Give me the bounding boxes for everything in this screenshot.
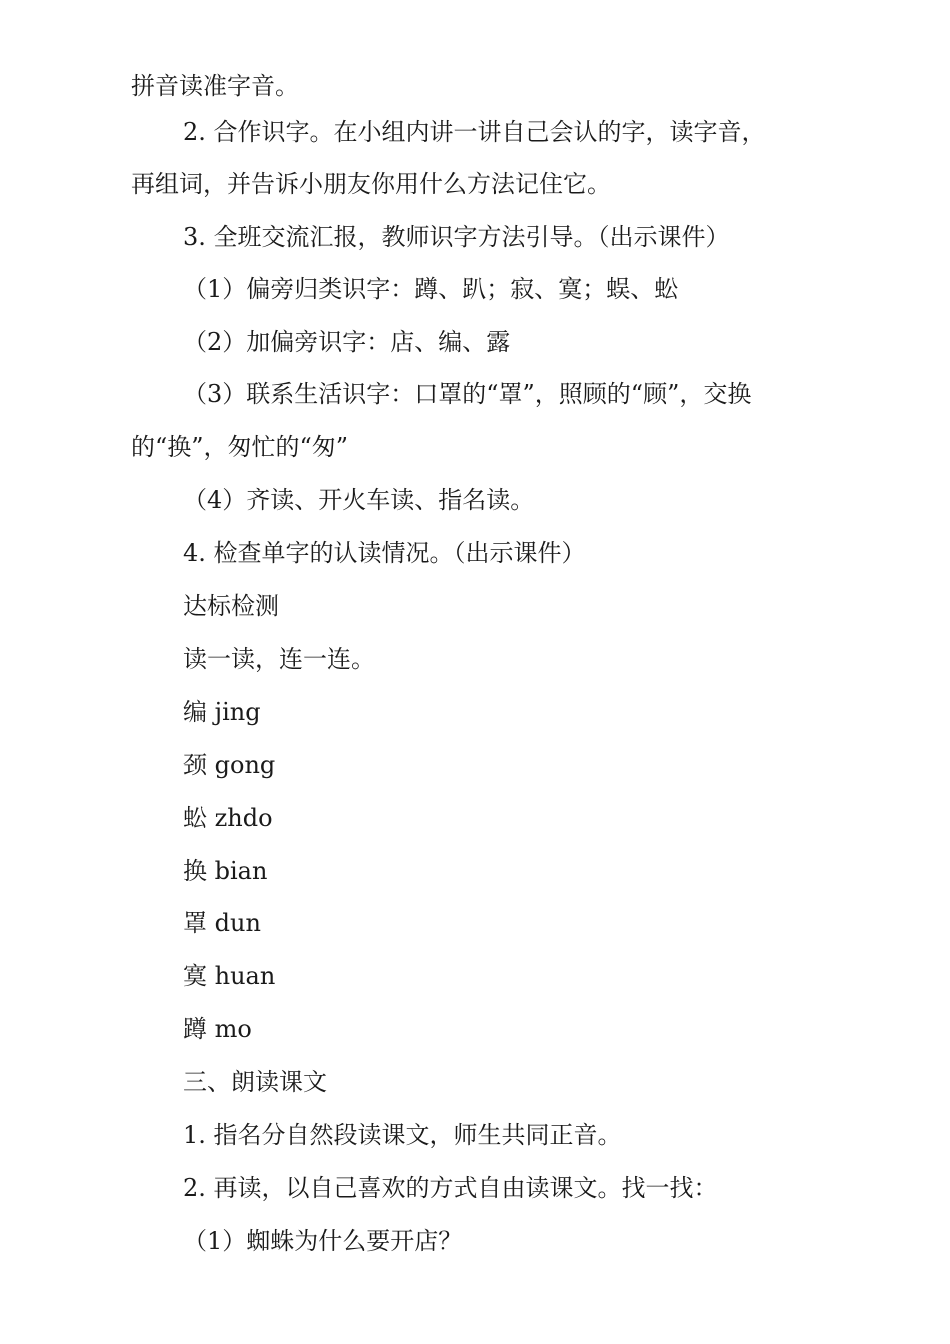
match-item: 罩 dun <box>183 909 261 937</box>
text-line: （3）联系生活识字：口罩的“罩”，照顾的“顾”，交换 <box>183 380 752 408</box>
text-line: 3. 全班交流汇报，教师识字方法引导。（出示课件） <box>183 223 730 251</box>
section-heading: 三、朗读课文 <box>183 1068 327 1096</box>
text-line: 2. 再读，以自己喜欢的方式自由读课文。找一找： <box>183 1174 718 1202</box>
text-line: （1）偏旁归类识字：蹲、趴；寂、寞；蜈、蚣 <box>183 275 679 303</box>
text-line: （4）齐读、开火车读、指名读。 <box>183 486 535 514</box>
match-item: 蚣 zhdo <box>183 804 273 832</box>
text-line: 读一读，连一连。 <box>183 645 375 673</box>
text-line: 4. 检查单字的认读情况。（出示课件） <box>183 539 586 567</box>
match-item: 编 jing <box>183 698 261 726</box>
text-line: 2. 合作识字。在小组内讲一讲自己会认的字，读字音， <box>183 118 766 146</box>
section-heading: 达标检测 <box>183 592 279 620</box>
match-item: 寞 huan <box>183 962 276 990</box>
text-line: 1. 指名分自然段读课文，师生共同正音。 <box>183 1121 622 1149</box>
text-line: 的“换”，匆忙的“匆” <box>131 433 349 461</box>
text-line: （1）蜘蛛为什么要开店？ <box>183 1227 463 1255</box>
match-item: 颈 gong <box>183 751 276 779</box>
text-line: 拼音读准字音。 <box>131 72 299 100</box>
text-line: 再组词，并告诉小朋友你用什么方法记住它。 <box>131 170 611 198</box>
match-item: 蹲 mo <box>183 1015 252 1043</box>
text-line: （2）加偏旁识字：店、编、露 <box>183 328 511 356</box>
match-item: 换 bian <box>183 857 268 885</box>
